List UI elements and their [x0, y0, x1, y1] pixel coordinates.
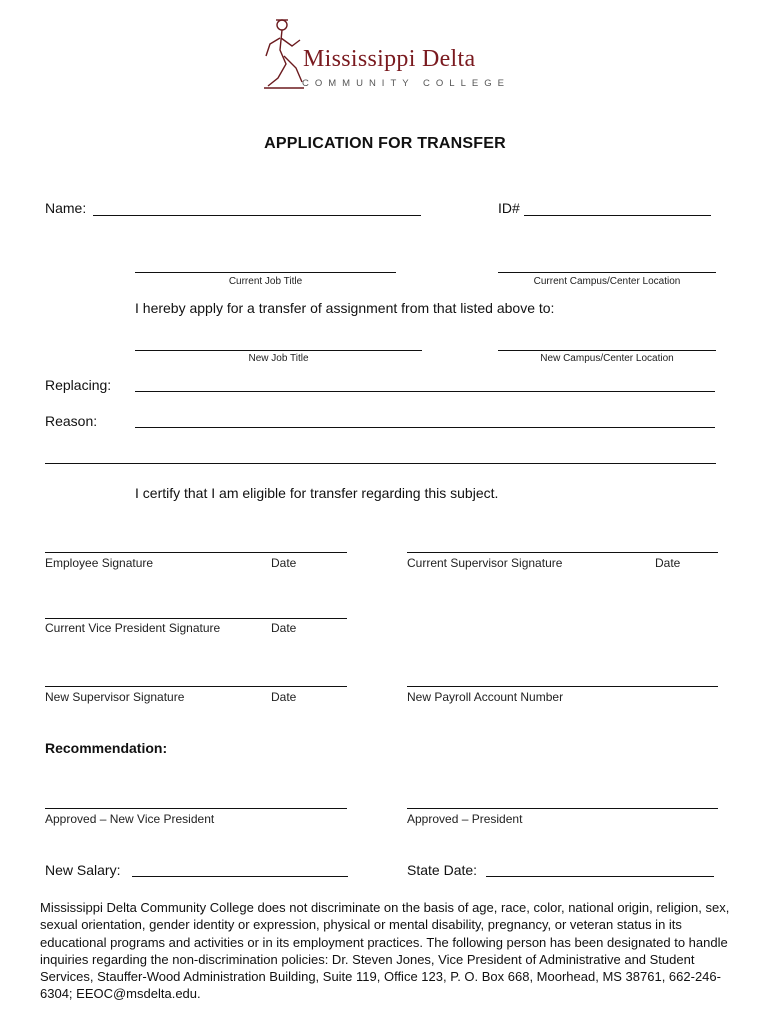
recommendation-heading: Recommendation: — [45, 740, 168, 756]
current-job-title-caption: Current Job Title — [228, 276, 303, 287]
current-supervisor-signature-caption: Current Supervisor Signature — [407, 556, 563, 570]
approved-vp-caption: Approved – New Vice President — [45, 812, 215, 826]
id-label: ID# — [498, 200, 520, 216]
employee-signature-line[interactable] — [45, 552, 347, 553]
employee-date-caption: Date — [271, 556, 297, 570]
non-discrimination-statement: Mississippi Delta Community College does not discriminate on the basis of age, race, color, national origin, religion, sex, sexual orientation, gender identity or expression, physical or mental disability, pregnancy, or veteran status in its educational programs and activities or in its employment practices. The following person has been designated to handle inquiries regarding the non-discrimination policies: Dr. Steven Jones, Vice President of Administrative and Student Services, Stauffer-Wood Administration Building, Suite 119, Office 123, P. O. Box 668, Moorhead, MS 38761, 662-246-6304; EEOC@msdelta.edu. — [40, 900, 730, 1002]
state-date-field[interactable] — [486, 876, 714, 877]
name-field[interactable] — [93, 215, 421, 216]
new-supervisor-signature-caption: New Supervisor Signature — [45, 690, 185, 704]
new-salary-label: New Salary: — [45, 862, 121, 878]
new-job-title-field[interactable] — [135, 350, 422, 351]
current-location-field[interactable] — [498, 272, 716, 273]
replacing-field[interactable] — [135, 391, 715, 392]
new-location-field[interactable] — [498, 350, 716, 351]
reason-label: Reason: — [45, 413, 98, 429]
current-supervisor-signature-line[interactable] — [407, 552, 718, 553]
form-title: APPLICATION FOR TRANSFER — [264, 135, 506, 152]
current-job-title-field[interactable] — [135, 272, 396, 273]
new-salary-field[interactable] — [132, 876, 348, 877]
replacing-label: Replacing: — [45, 377, 112, 393]
apply-statement: I hereby apply for a transfer of assignment from that listed above to: — [135, 300, 555, 316]
reason-field[interactable] — [135, 427, 715, 428]
current-supervisor-date-caption: Date — [655, 556, 681, 570]
employee-signature-caption: Employee Signature — [45, 556, 154, 570]
college-logo-subtitle: COMMUNITY COLLEGE — [302, 78, 510, 89]
name-label: Name: — [45, 200, 87, 216]
new-supervisor-signature-line[interactable] — [45, 686, 347, 687]
id-field[interactable] — [524, 215, 711, 216]
reason-field-continued[interactable] — [45, 463, 716, 464]
college-logo-name: Mississippi Delta — [303, 46, 476, 72]
current-vp-signature-caption: Current Vice President Signature — [45, 621, 221, 635]
approved-president-line[interactable] — [407, 808, 718, 809]
new-location-caption: New Campus/Center Location — [540, 353, 674, 364]
state-date-label: State Date: — [407, 862, 478, 878]
current-vp-date-caption: Date — [271, 621, 297, 635]
new-job-title-caption: New Job Title — [248, 353, 309, 364]
payroll-account-caption: New Payroll Account Number — [407, 690, 564, 704]
approved-vp-line[interactable] — [45, 808, 347, 809]
payroll-account-line[interactable] — [407, 686, 718, 687]
new-supervisor-date-caption: Date — [271, 690, 297, 704]
certify-statement: I certify that I am eligible for transfer regarding this subject. — [135, 485, 499, 501]
current-vp-signature-line[interactable] — [45, 618, 347, 619]
current-location-caption: Current Campus/Center Location — [533, 276, 681, 287]
approved-president-caption: Approved – President — [407, 812, 523, 826]
